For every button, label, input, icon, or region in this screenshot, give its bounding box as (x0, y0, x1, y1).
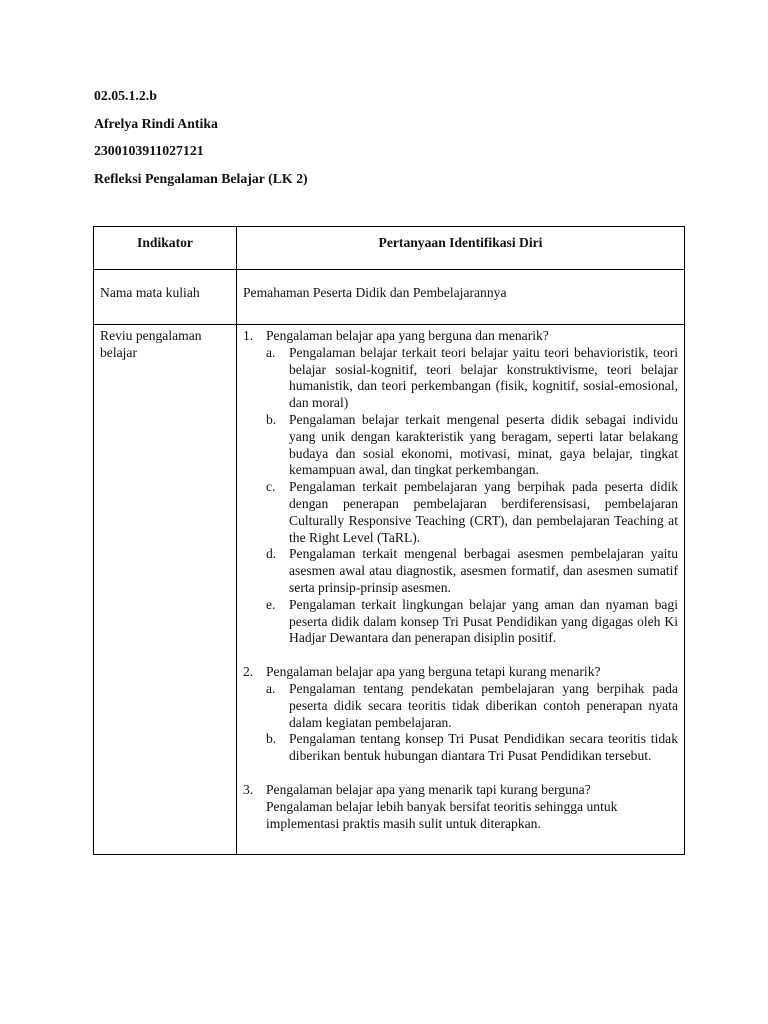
header-indikator: Indikator (94, 227, 237, 270)
table-header-row (94, 227, 685, 270)
document-title: Refleksi Pengalaman Belajar (LK 2) (94, 170, 308, 186)
table-row (94, 270, 685, 325)
answer-text: Pengalaman belajar lebih banyak bersifat teoritis sehingga untuk implementasi praktis masih sulit untuk diterapkan. (266, 798, 618, 831)
question-text: Pengalaman belajar apa yang menarik tapi kurang berguna? (266, 781, 591, 797)
header-pertanyaan: Pertanyaan Identifikasi Diri (237, 227, 685, 270)
reflection-table (93, 226, 685, 855)
answer-item: a. Pengalaman tentang pendekatan pembelajaran yang berpihak pada peserta didik secara teoritis tidak diberikan contoh penerapan nyata dalam kegiatan pembelajaran. (266, 680, 678, 730)
row-label-course: Nama mata kuliah (94, 270, 237, 325)
review-content (237, 325, 684, 854)
student-id: 2300103911027121 (94, 143, 204, 158)
question-text: Pengalaman belajar apa yang berguna tetapi kurang menarik? (266, 664, 601, 680)
question-item: 1. Pengalaman belajar apa yang berguna dan menarik? a. Pengalaman belajar terkait teori belajar yaitu teori behavioristik, teori belajar sosial-kognitif, teori belajar konstruktivisme, teori belajar humanistik, dan teori perkembangan (fisik, kognitif, sosial-emosional, dan moral) b. Pengalaman belajar terkait mengenal peserta didik sebagai individu yang unik dengan karakteristik yang beragam, seperti latar belakang budaya dan sosial ekonomi, motivasi, minat, gaya belajar, tingkat kemampuan awal, dan tingkat perkembangan. c. Pengalaman terkait pembelajaran yang berpihak pada peserta didik dengan penerapan pembelajaran berdiferensisasi, pembelajaran Culturally Responsive Teaching (CRT), dan pembelajaran Teaching at the Right Level (TaRL). d. Pengalaman terkait mengenal berbagai asesmen pembelajaran yaitu asesmen awal atau diagnostik, asesmen formatif, dan asesmen sumatif serta prinsip-prinsip asesmen. e. Pengalaman terkait lingkungan belajar yang aman dan nyaman bagi peserta didik dalam konsep Tri Pusat Pendidikan yang digagas oleh Ki Hadjar Dewantara dan penerapan disiplin positif. (243, 328, 678, 646)
answer-item: e. Pengalaman terkait lingkungan belajar yang aman dan nyaman bagi peserta didik dalam konsep Tri Pusat Pendidikan yang digagas oleh Ki Hadjar Dewantara dan penerapan disiplin positif. (266, 596, 678, 646)
answer-item: b. Pengalaman tentang konsep Tri Pusat Pendidikan secara teoritis tidak diberikan bentuk hubungan diantara Tri Pusat Pendidikan tersebut. (266, 731, 678, 764)
row-value-course: Pemahaman Peserta Didik dan Pembelajarannya (237, 270, 685, 325)
question-item: 2. Pengalaman belajar apa yang berguna tetapi kurang menarik? a. Pengalaman tentang pendekatan pembelajaran yang berpihak pada peserta didik secara teoritis tidak diberikan contoh penerapan nyata dalam kegiatan pembelajaran. b. Pengalaman tentang konsep Tri Pusat Pendidikan secara teoritis tidak diberikan bentuk hubungan diantara Tri Pusat Pendidikan tersebut. (243, 664, 678, 764)
table-row (94, 325, 685, 855)
answer-item: b. Pengalaman belajar terkait mengenal peserta didik sebagai individu yang unik dengan karakteristik yang beragam, seperti latar belakang budaya dan sosial ekonomi, motivasi, minat, gaya belajar, tingkat kemampuan awal, dan tingkat perkembangan. (266, 411, 678, 478)
row-value-review (237, 325, 685, 855)
answer-item: c. Pengalaman terkait pembelajaran yang berpihak pada peserta didik dengan penerapan pembelajaran berdiferensisasi, pembelajaran Culturally Responsive Teaching (CRT), dan pembelajaran Teaching at the Right Level (TaRL). (266, 479, 678, 545)
question-text: Pengalaman belajar apa yang berguna dan menarik? (266, 328, 549, 343)
answer-item: a. Pengalaman belajar terkait teori belajar yaitu teori behavioristik, teori belajar sosial-kognitif, teori belajar konstruktivisme, teori belajar humanistik, dan teori perkembangan (fisik, kognitif, sosial-emosional, dan moral) (266, 344, 678, 411)
answer-item: d. Pengalaman terkait mengenal berbagai asesmen pembelajaran yaitu asesmen awal atau diagnostik, asesmen formatif, dan asesmen sumatif serta prinsip-prinsip asesmen. (266, 546, 678, 595)
document-header (94, 88, 308, 198)
row-label-review: Reviu pengalaman belajar (94, 325, 237, 855)
question-item: 3. Pengalaman belajar apa yang menarik tapi kurang berguna? Pengalaman belajar lebih banyak bersifat teoritis sehingga untuk implementasi praktis masih sulit untuk diterapkan. (243, 782, 678, 832)
document-code: 02.05.1.2.b (94, 88, 157, 103)
student-name: Afrelya Rindi Antika (94, 115, 218, 131)
